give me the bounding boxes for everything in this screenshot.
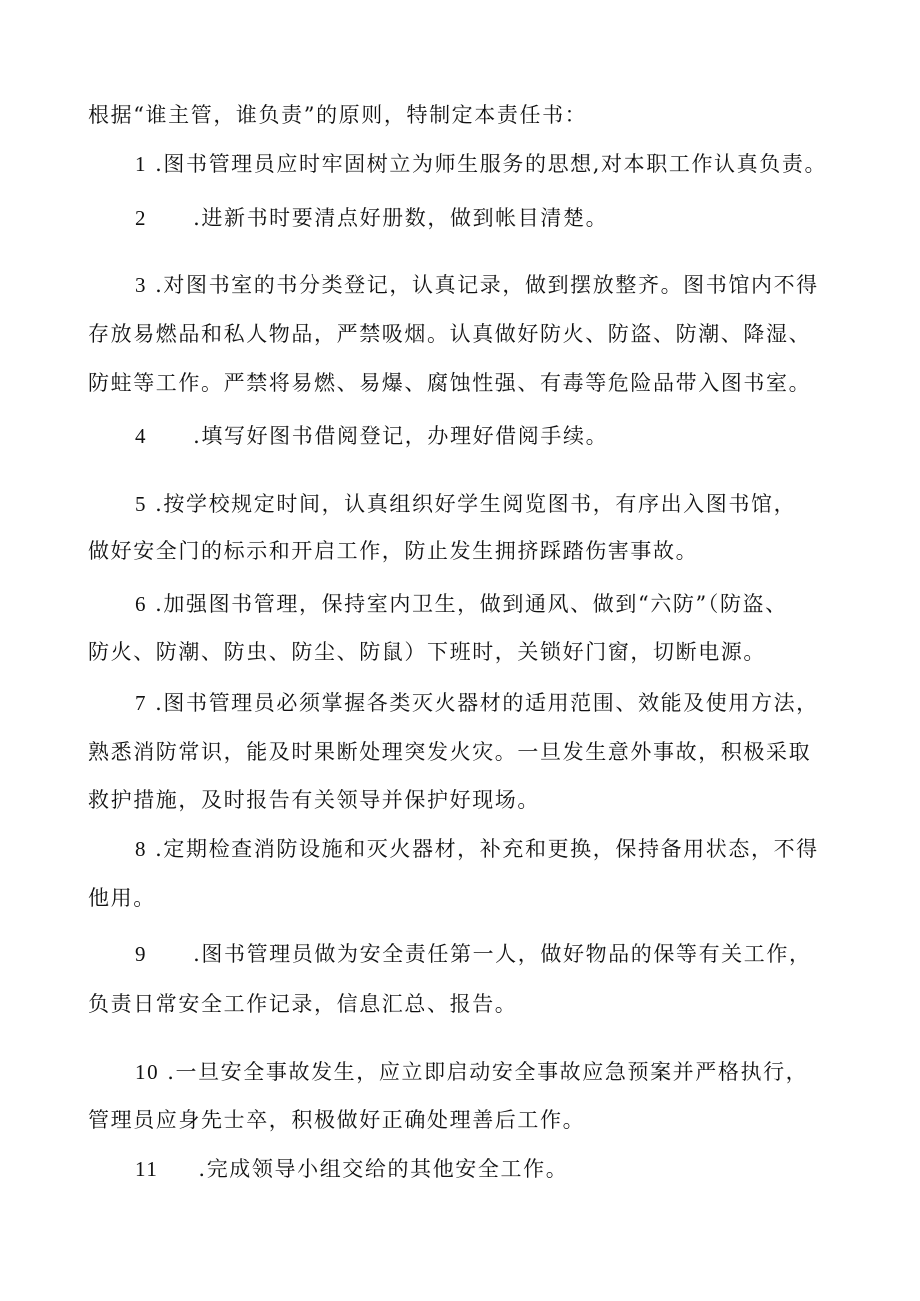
list-item-9-continuation [88, 990, 517, 1018]
item-text: .对图书室的书分类登记，认真记录，做到摆放整齐。图书馆内不得 [155, 273, 819, 297]
item-text: 熟悉消防常识，能及时果断处理突发火灾。一旦发生意外事故，积极采取 [88, 740, 812, 764]
item-text: .图书管理员必须掌握各类灭火器材的适用范围、效能及使用方法， [155, 691, 819, 715]
list-item-2 [135, 204, 608, 232]
item-number: 11 [135, 1157, 159, 1181]
list-item-10 [135, 1058, 808, 1086]
list-item-3-continuation [88, 369, 811, 397]
item-text: 做好安全门的标示和开启工作，防止发生拥挤踩踏伤害事故。 [88, 539, 699, 563]
list-item-6 [135, 590, 788, 618]
item-text: .完成领导小组交给的其他安全工作。 [198, 1157, 569, 1181]
list-item-6-continuation [88, 638, 766, 666]
item-text: .图书管理员应时牢固树立为师生服务的思想,对本职工作认真负责。 [155, 152, 828, 176]
item-text: 他用。 [88, 886, 156, 910]
item-number: 4 [135, 424, 148, 448]
item-text: .进新书时要清点好册数，做到帐目清楚。 [193, 206, 609, 230]
list-item-8-continuation [88, 884, 156, 912]
item-number: 3 [135, 273, 148, 297]
item-number: 7 [135, 691, 148, 715]
item-number: 10 [135, 1060, 160, 1084]
item-number: 8 [135, 837, 148, 861]
list-item-7-continuation [88, 786, 540, 814]
item-text: .一旦安全事故发生，应立即启动安全事故应急预案并严格执行， [167, 1060, 809, 1084]
list-item-7 [135, 689, 819, 717]
list-item-5 [135, 490, 796, 518]
item-text: 存放易燃品和私人物品，严禁吸烟。认真做好防火、防盗、防潮、降湿、 [88, 322, 812, 346]
item-number: 5 [135, 492, 148, 516]
intro-text: 根据“谁主管，谁负责”的原则，特制定本责任书： [88, 103, 588, 127]
item-number: 9 [135, 942, 148, 966]
item-text: .定期检查消防设施和灭火器材，补充和更换，保持备用状态，不得 [155, 837, 819, 861]
item-text: 防火、防潮、防虫、防尘、防鼠）下班时，关锁好门窗，切断电源。 [88, 640, 766, 664]
item-number: 2 [135, 206, 148, 230]
list-item-5-continuation [88, 537, 698, 565]
item-text: 管理员应身先士卒，积极做好正确处理善后工作。 [88, 1108, 586, 1132]
item-text: .填写好图书借阅登记，办理好借阅手续。 [193, 424, 609, 448]
item-text: .图书管理员做为安全责任第一人，做好物品的保等有关工作， [193, 942, 812, 966]
item-number: 6 [135, 592, 148, 616]
item-text: .加强图书管理，保持室内卫生，做到通风、做到“六防”（防盗、 [155, 592, 788, 616]
intro-line [88, 101, 587, 129]
list-item-1 [135, 150, 827, 178]
list-item-9 [135, 940, 812, 968]
list-item-4 [135, 422, 608, 450]
item-text: 救护措施，及时报告有关领导并保护好现场。 [88, 788, 540, 812]
item-number: 1 [135, 152, 148, 176]
list-item-7-continuation [88, 738, 811, 766]
list-item-11 [135, 1155, 568, 1183]
item-text: 负责日常安全工作记录，信息汇总、报告。 [88, 992, 518, 1016]
list-item-8 [135, 835, 819, 863]
item-text: 防蛀等工作。严禁将易燃、易爆、腐蚀性强、有毒等危险品带入图书室。 [88, 371, 812, 395]
list-item-3 [135, 271, 819, 299]
item-text: .按学校规定时间，认真组织好学生阅览图书，有序出入图书馆， [155, 492, 797, 516]
list-item-10-continuation [88, 1106, 585, 1134]
list-item-3-continuation [88, 320, 811, 348]
